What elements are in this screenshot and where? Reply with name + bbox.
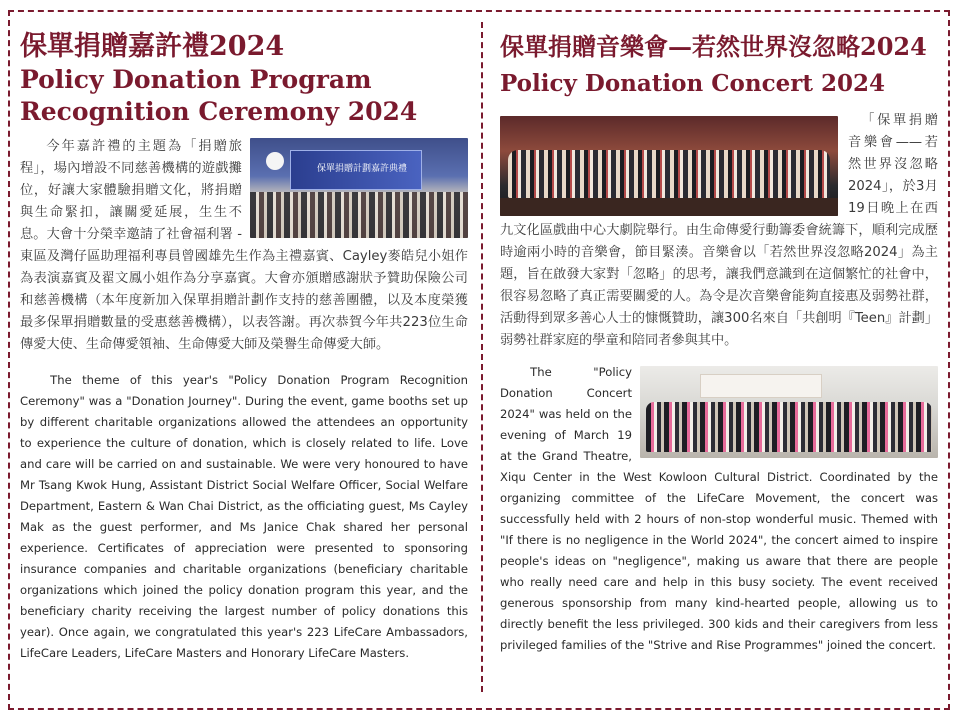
- group-of-attendees: [250, 192, 468, 238]
- group-of-attendees: [646, 402, 932, 452]
- concert-title-chinese: 保單捐贈音樂會—若然世界沒忽略2024: [500, 32, 927, 61]
- stage-screen-text: 保單捐贈計劃嘉許典禮: [317, 164, 408, 174]
- concert-body-english: The "Policy Donation Concert 2024" was held on the evening of March 19 at the Grand Theatre, Xiqu Center in the West Kowloon Cultural District. Coordinated by the organizing committee of the LifeCare Movement, the concert was successfully held with 2 hours of non-stop wonderful music. Themed with "If there is no negligence in the World 2024", the concert aimed to inspire people's ideas on "negligence", making us aware that there are people who really need care and help in this busy society. The event received generous sponsorship from many kind-hearted people, allowing us to directly benefit the less privileged. 300 kids and their caregivers from less privileged families of the "Strive and Rise Programmes" joined the concert.: [500, 365, 938, 652]
- ceremony-body-english: The theme of this year's "Policy Donation Program Recognition Ceremony" was a "Donation Journey". During the event, game booths set up by different charitable organizations allowed the attendees an opportunity to experience the culture of donation, which is closely related to life. Love and care will be carried on and sustainable. We were very honoured to have Mr Tsang Kwok Hung, Assistant District Social Welfare Officer, Social Welfare Department, Eastern & Wan Chai District, as the officiating guest, Ms Cayley Mak as the guest performer, and Ms Janice Chak shared her personal experience. Certificates of appreciation were presented to sponsoring insurance companies and charitable organizations (beneficiary charitable organizations which joined the policy donation program this year, and the beneficiary charity receiving the largest number of policy donations this year). Once again, we congratulated this year's 223 LifeCare Ambassadors, LifeCare Leaders, LifeCare Masters and Honorary LifeCare Masters.: [20, 373, 468, 660]
- ceremony-article: [20, 30, 468, 664]
- stage-floor: [500, 198, 838, 216]
- performers-on-stage: [508, 150, 830, 198]
- ceremony-title-english-line1: Policy Donation Program: [20, 65, 372, 94]
- column-divider: [481, 22, 483, 692]
- concert-group-photo: [640, 366, 938, 458]
- concert-body-chinese: 「保單捐贈音樂會——若然世界沒忽略2024」，於3月19日晚上在西九文化區戲曲中心大劇院舉行。由生命傳愛行動籌委會統籌下，順利完成歷時逾兩小時的音樂會，節目緊湊。音樂會以「若然世界沒忽略2024」為主題，旨在啟發大家對「忽略」的思考，讓我們意識到在這個繁忙的社會中，很容易忽略了真正需要關愛的人。為令是次音樂會能夠直接惠及弱勢社群，活動得到眾多善心人士的慷慨贊助，讓300名來自「共創明『Teen』計劃」弱勢社群家庭的學童和陪同者參與其中。: [500, 113, 939, 348]
- event-logo-icon: [266, 152, 284, 170]
- ceremony-title-english-line2: Recognition Ceremony 2024: [20, 97, 418, 126]
- ceremony-title-chinese: 保單捐贈嘉許禮2024: [20, 31, 285, 62]
- concert-stage-photo: [500, 116, 838, 216]
- event-banner: [700, 374, 822, 398]
- ceremony-group-photo: [250, 138, 468, 238]
- ceremony-body-chinese: 今年嘉許禮的主題為「捐贈旅程」，場內增設不同慈善機構的遊戲攤位，好讓大家體驗捐贈文化，將捐贈與生命緊扣，讓關愛延展，生生不息。大會十分榮幸邀請了社會福利署 - 東區及灣仔區助理福利專員曾國雄先生作為主禮嘉賓、Cayley麥皓兒小姐作為表演嘉賓及翟文鳳小姐作為分享嘉賓。大會亦頒贈感謝狀予贊助保險公司和慈善機構（本年度新加入保單捐贈計劃作支持的慈善團體，以及本度榮獲最多保單捐贈數量的受惠慈善機構），以表答謝。再次恭賀今年共223位生命傳愛大使、生命傳愛領袖、生命傳愛大師及榮譽生命傳愛大師。: [20, 139, 468, 352]
- concert-article: [500, 30, 938, 656]
- stage-screen: [290, 150, 422, 190]
- concert-title-english: Policy Donation Concert 2024: [500, 70, 885, 97]
